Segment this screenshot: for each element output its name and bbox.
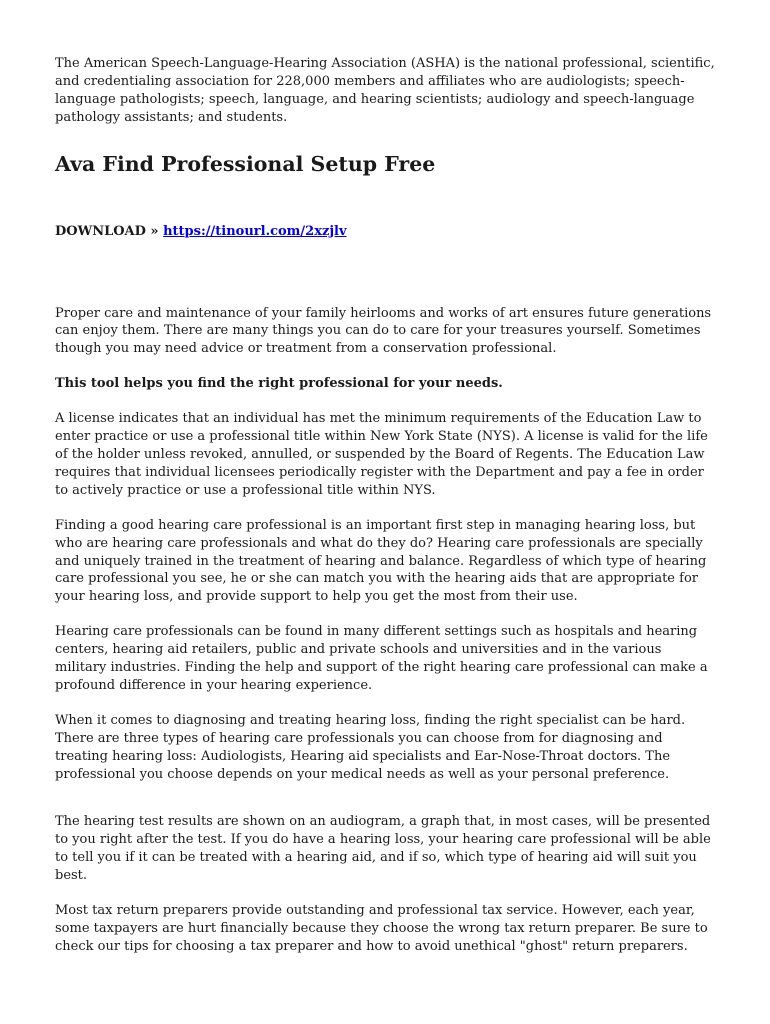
intro-paragraph: The American Speech-Language-Hearing Association (ASHA) is the national professional, scientific, and credentialing association for 228,000 members and affiliates who are audiologists; speech-language pathologists; speech, language, and hearing scientists; audiology and speech-language pathology assistants; and students. [55, 56, 715, 125]
paragraph-conservation: Proper care and maintenance of your family heirlooms and works of art ensures future generations can enjoy them. There are many things you can do to care for your treasures yourself. Sometimes though you may need advice or treatment from a conservation professional. [55, 305, 712, 357]
paragraph-finding-professional: Finding a good hearing care professional is an important first step in managing hearing loss, but who are hearing care professionals and what do they do? Hearing care professionals are specially and uniquely trained in the treatment of hearing and balance. Regardless of which type of hearing care professional you see, he or she can match you with the hearing aids that are appropriate for your hearing loss, and provide support to help you get the most from their use. [55, 517, 707, 605]
download-link[interactable]: https://tinourl.com/2xzjlv [163, 223, 347, 239]
paragraph-specialist-types: When it comes to diagnosing and treating hearing loss, finding the right specialist can be hard. There are three types of hearing care professionals you can choose from for diagnosing and treating hearing loss: Audiologists, Hearing aid specialists and Ear-Nose-Throat doctors. The professional you choose depends on your medical needs as well as your personal preference. [55, 712, 686, 782]
page-title: Ava Find Professional Setup Free [55, 151, 436, 176]
paragraph-settings: Hearing care professionals can be found in many different settings such as hospitals and hearing centers, hearing aid retailers, public and private schools and universities and in the various military industries. Finding the help and support of the right hearing care professional can make a profound difference in your hearing experience. [55, 624, 708, 693]
paragraph-audiogram: The hearing test results are shown on an audiogram, a graph that, in most cases, will be presented to you right after the test. If you do have a hearing loss, your hearing care professional will be able to tell you if it can be treated with a hearing aid, and if so, which type of hearing aid will suit you best. [55, 814, 711, 884]
paragraph-tax-preparers: Most tax return preparers provide outstanding and professional tax service. However, each year, some taxpayers are hurt financially because they choose the wrong tax return preparer. Be sure to check our tips for choosing a tax preparer and how to avoid unethical "ghost" return preparers. [55, 903, 708, 954]
download-line [55, 223, 715, 241]
download-label: DOWNLOAD » [55, 223, 159, 239]
document-page [55, 55, 715, 973]
paragraph-license: A license indicates that an individual has met the minimum requirements of the Education Law to enter practice or use a professional title within New York State (NYS). A license is valid for the life of the holder unless revoked, annulled, or suspended by the Board of Regents. The Education Law requires that individual licensees periodically register with the Department and pay a fee in order to actively practice or use a professional title within NYS. [55, 411, 708, 498]
tool-tagline: This tool helps you find the right professional for your needs. [55, 376, 503, 392]
